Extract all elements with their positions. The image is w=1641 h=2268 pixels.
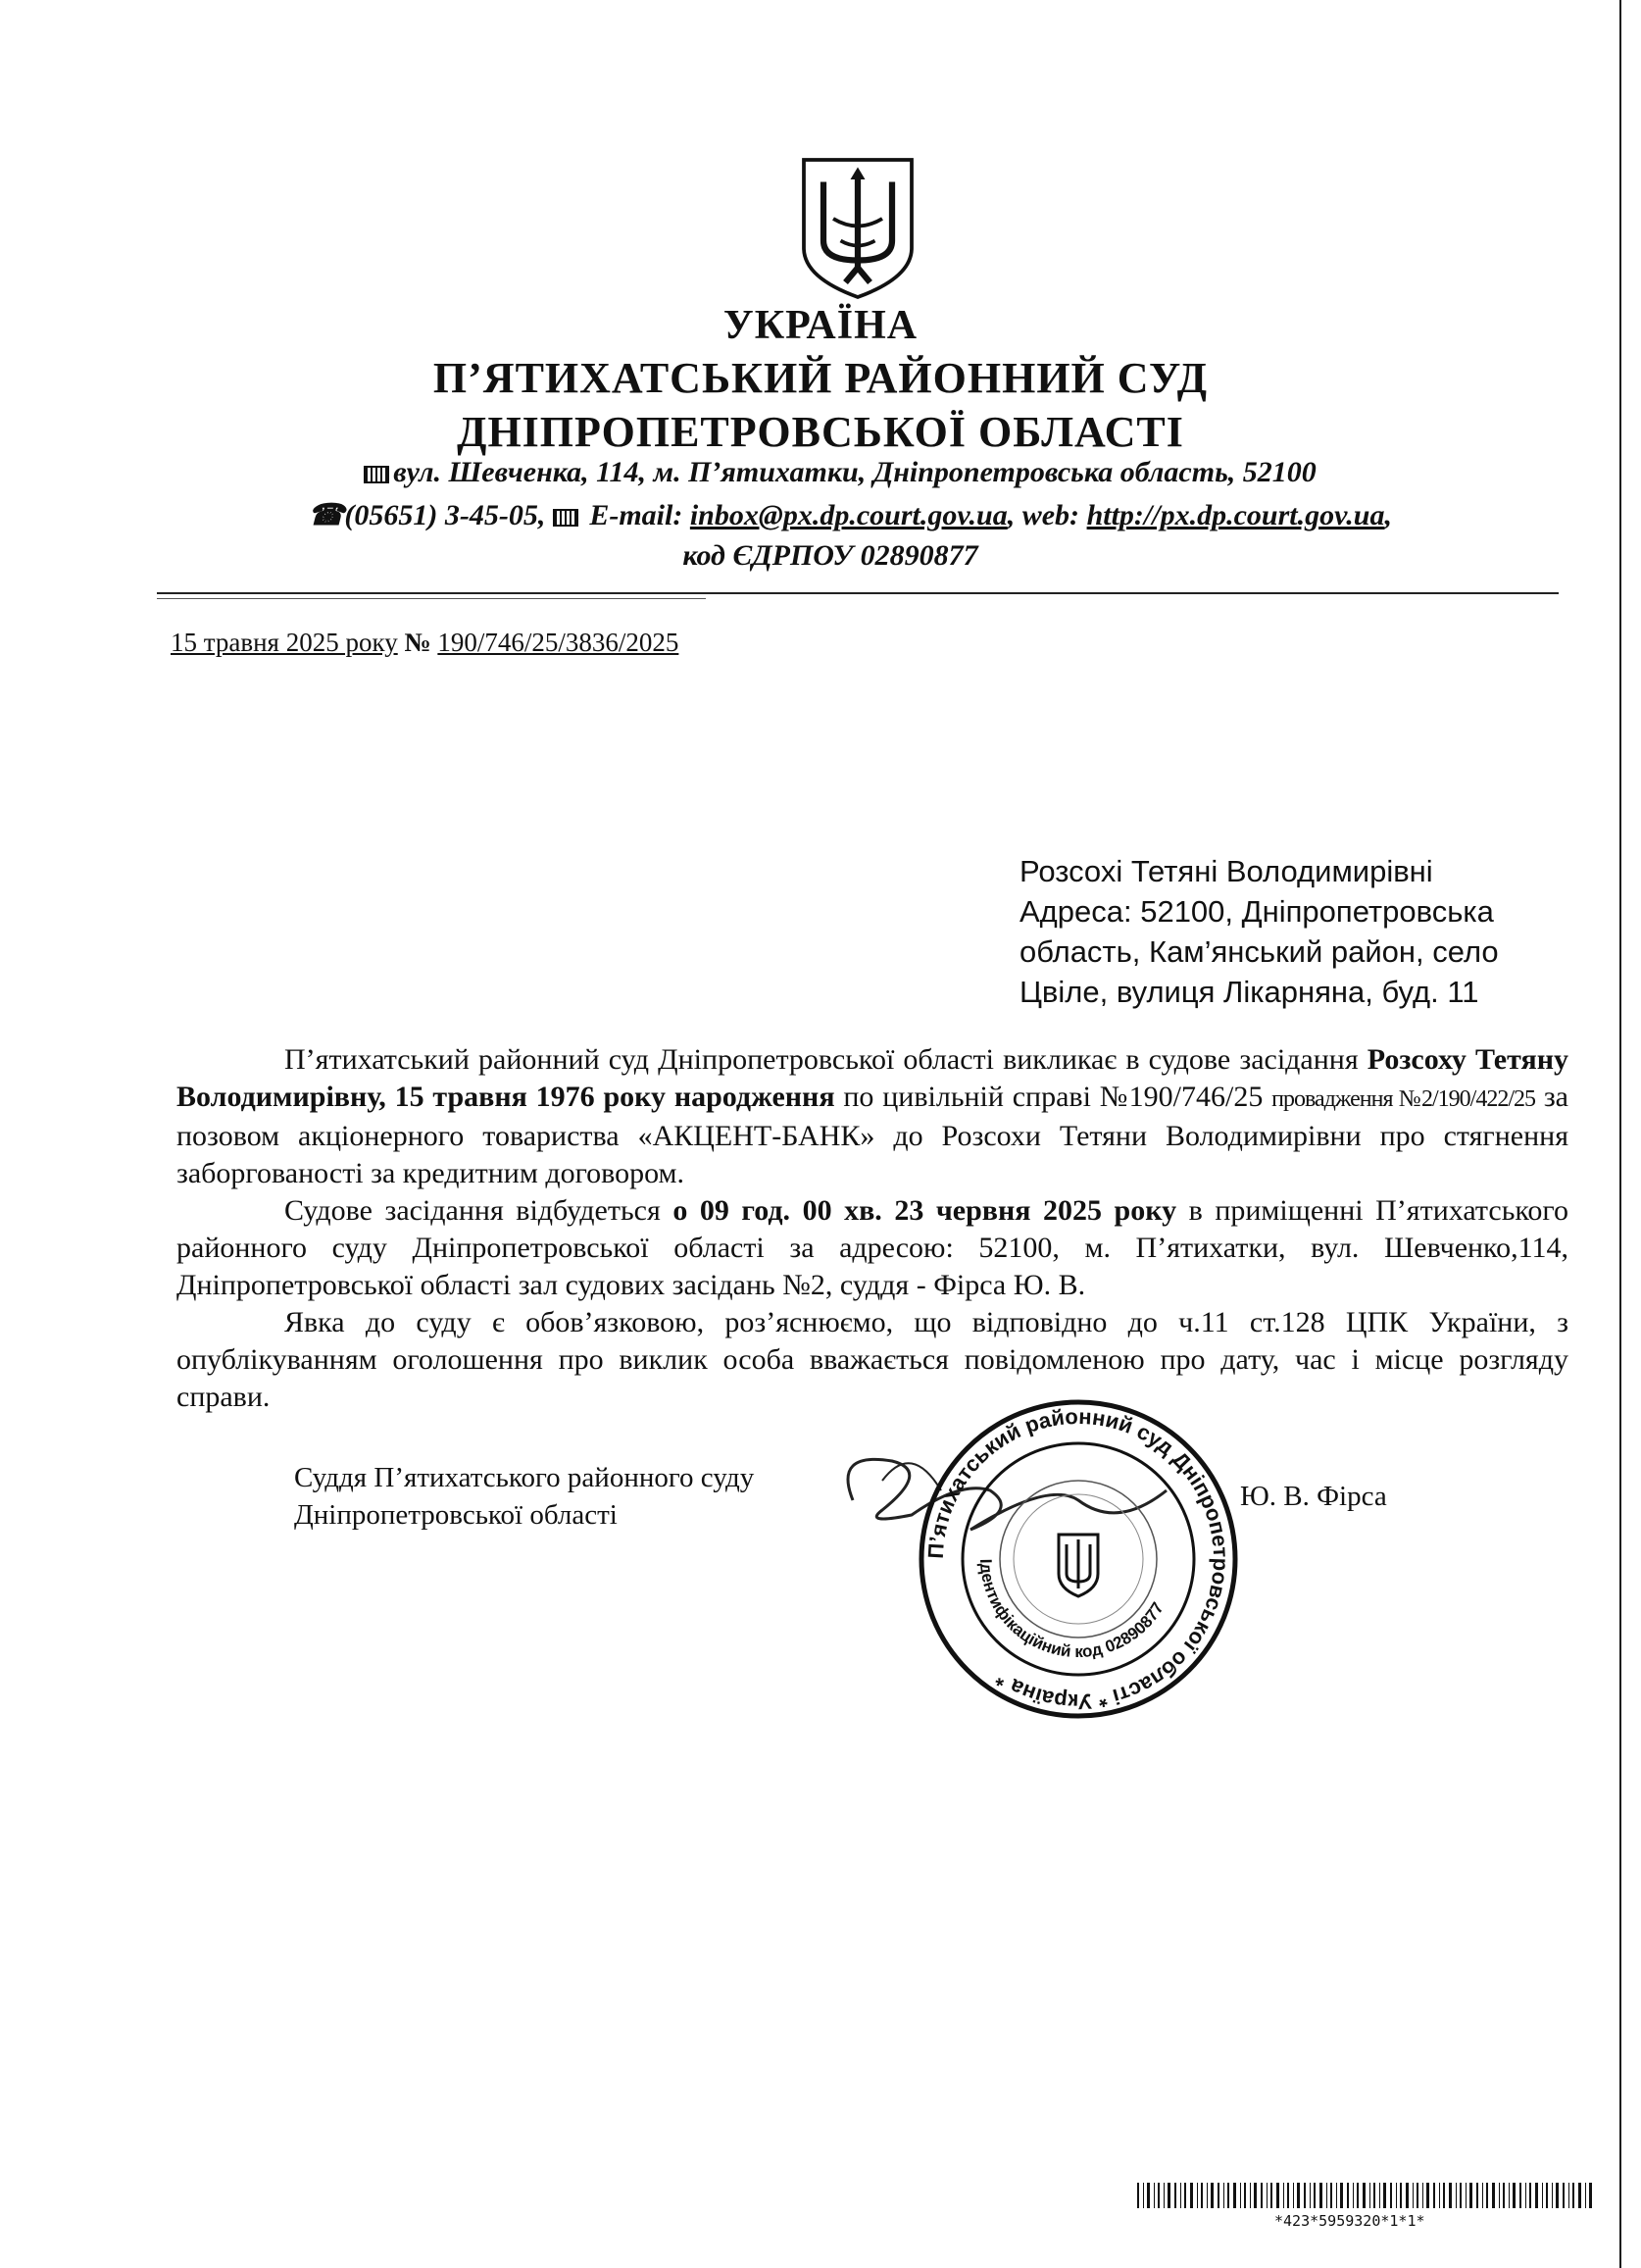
outgoing-date: 15 травня 2025 року: [171, 628, 398, 657]
country-title: УКРАЇНА: [722, 303, 919, 348]
barcode-number: *423*5959320*1*1*: [1274, 2212, 1425, 2230]
court-address: вул. Шевченка, 114, м. П’ятихатки, Дніпропетровська область, 52100: [20, 456, 1641, 489]
seal-inner-text: Ідентифікаційний код 02890877: [975, 1558, 1168, 1662]
signatory-position: Суддя П’ятихатського районного суду Дніпропетровської області: [294, 1462, 755, 1531]
court-contacts: ☎(05651) 3-45-05, E-mail: inbox@px.dp.court.gov.ua, web: http://px.dp.court.gov.ua,: [308, 499, 1392, 531]
signatory-name: Ю. В. Фірса: [1240, 1481, 1387, 1512]
phone-icon: ☎: [308, 499, 345, 531]
summons-paragraph: П’ятихатський районний суд Дніпропетровської області викликає в судове засідання Розсоху Тетяну Володимирівну, 15 травня 1976 року народження по цивільній справі №190/746/25 провадження №2/190/422/25 за позовом акціонерного товариства «АКЦЕНТ-БАНК» до Розсохи Тетяни Володимирівни про стягнення заборгованості за кредитним договором.: [176, 1043, 1568, 1189]
trident-emblem-icon: [794, 155, 921, 302]
proceeding-number: провадження №2/190/422/25: [1271, 1086, 1536, 1112]
email-link[interactable]: inbox@px.dp.court.gov.ua: [689, 499, 1008, 531]
addressee-address-line: область, Кам’янський район, село: [1019, 934, 1499, 969]
summons-body: [176, 1041, 1568, 1416]
outgoing-number: 190/746/25/3836/2025: [437, 628, 679, 657]
addressee-address-line: Адреса: 52100, Дніпропетровська: [1019, 894, 1494, 929]
mail-icon: [364, 466, 389, 483]
hearing-paragraph: Судове засідання відбудеться о 09 год. 00 хв. 23 червня 2025 року в приміщенні П’ятихатського районного суду Дніпропетровської області за адресою: 52100, м. П’ятихатки, вул. Шевченко,114, Дніпропетровської області зал судових засідань №2, суддя - Фірса Ю. В.: [176, 1194, 1568, 1301]
addressee-address-line: Цвіле, вулиця Лікарняна, буд. 11: [1019, 975, 1479, 1009]
hearing-datetime: о 09 год. 00 хв. 23 червня 2025 року: [672, 1194, 1177, 1227]
court-name-line2: ДНІПРОПЕТРОВСЬКОЇ ОБЛАСТІ: [457, 408, 1184, 456]
addressee-block: [1019, 851, 1499, 1012]
seal-outer-text: П’ятихатський районний суд Дніпропетровської області * Україна *: [922, 1403, 1234, 1715]
official-seal-icon: [912, 1392, 1245, 1726]
header-divider: [157, 592, 1559, 594]
court-name-line1: П’ЯТИХАТСЬКИЙ РАЙОННИЙ СУД: [432, 354, 1209, 402]
edrpou-code: код ЄДРПОУ 02890877: [682, 539, 978, 572]
computer-icon: [553, 509, 578, 527]
notice-paragraph: Явка до суду є обов’язковою, роз’яснюємо, що відповідно до ч.11 ст.128 ЦПК України, з опублікуванням оголошення про виклик особа вважається повідомленою про дату, час і місце розгляду справи.: [176, 1306, 1568, 1413]
web-link[interactable]: http://px.dp.court.gov.ua: [1086, 499, 1385, 531]
barcode-icon: [1137, 2183, 1593, 2208]
outgoing-reference: 15 травня 2025 року № 190/746/25/3836/2025: [171, 628, 679, 657]
header-divider-secondary: [157, 598, 706, 599]
phone-number: (05651) 3-45-05,: [344, 499, 553, 531]
defendant-name: Розсоху Тетяну Володимирівну, 15 травня 1976 року народження: [176, 1043, 1568, 1113]
addressee-name: Розсохі Тетяні Володимирівні: [1019, 854, 1433, 888]
